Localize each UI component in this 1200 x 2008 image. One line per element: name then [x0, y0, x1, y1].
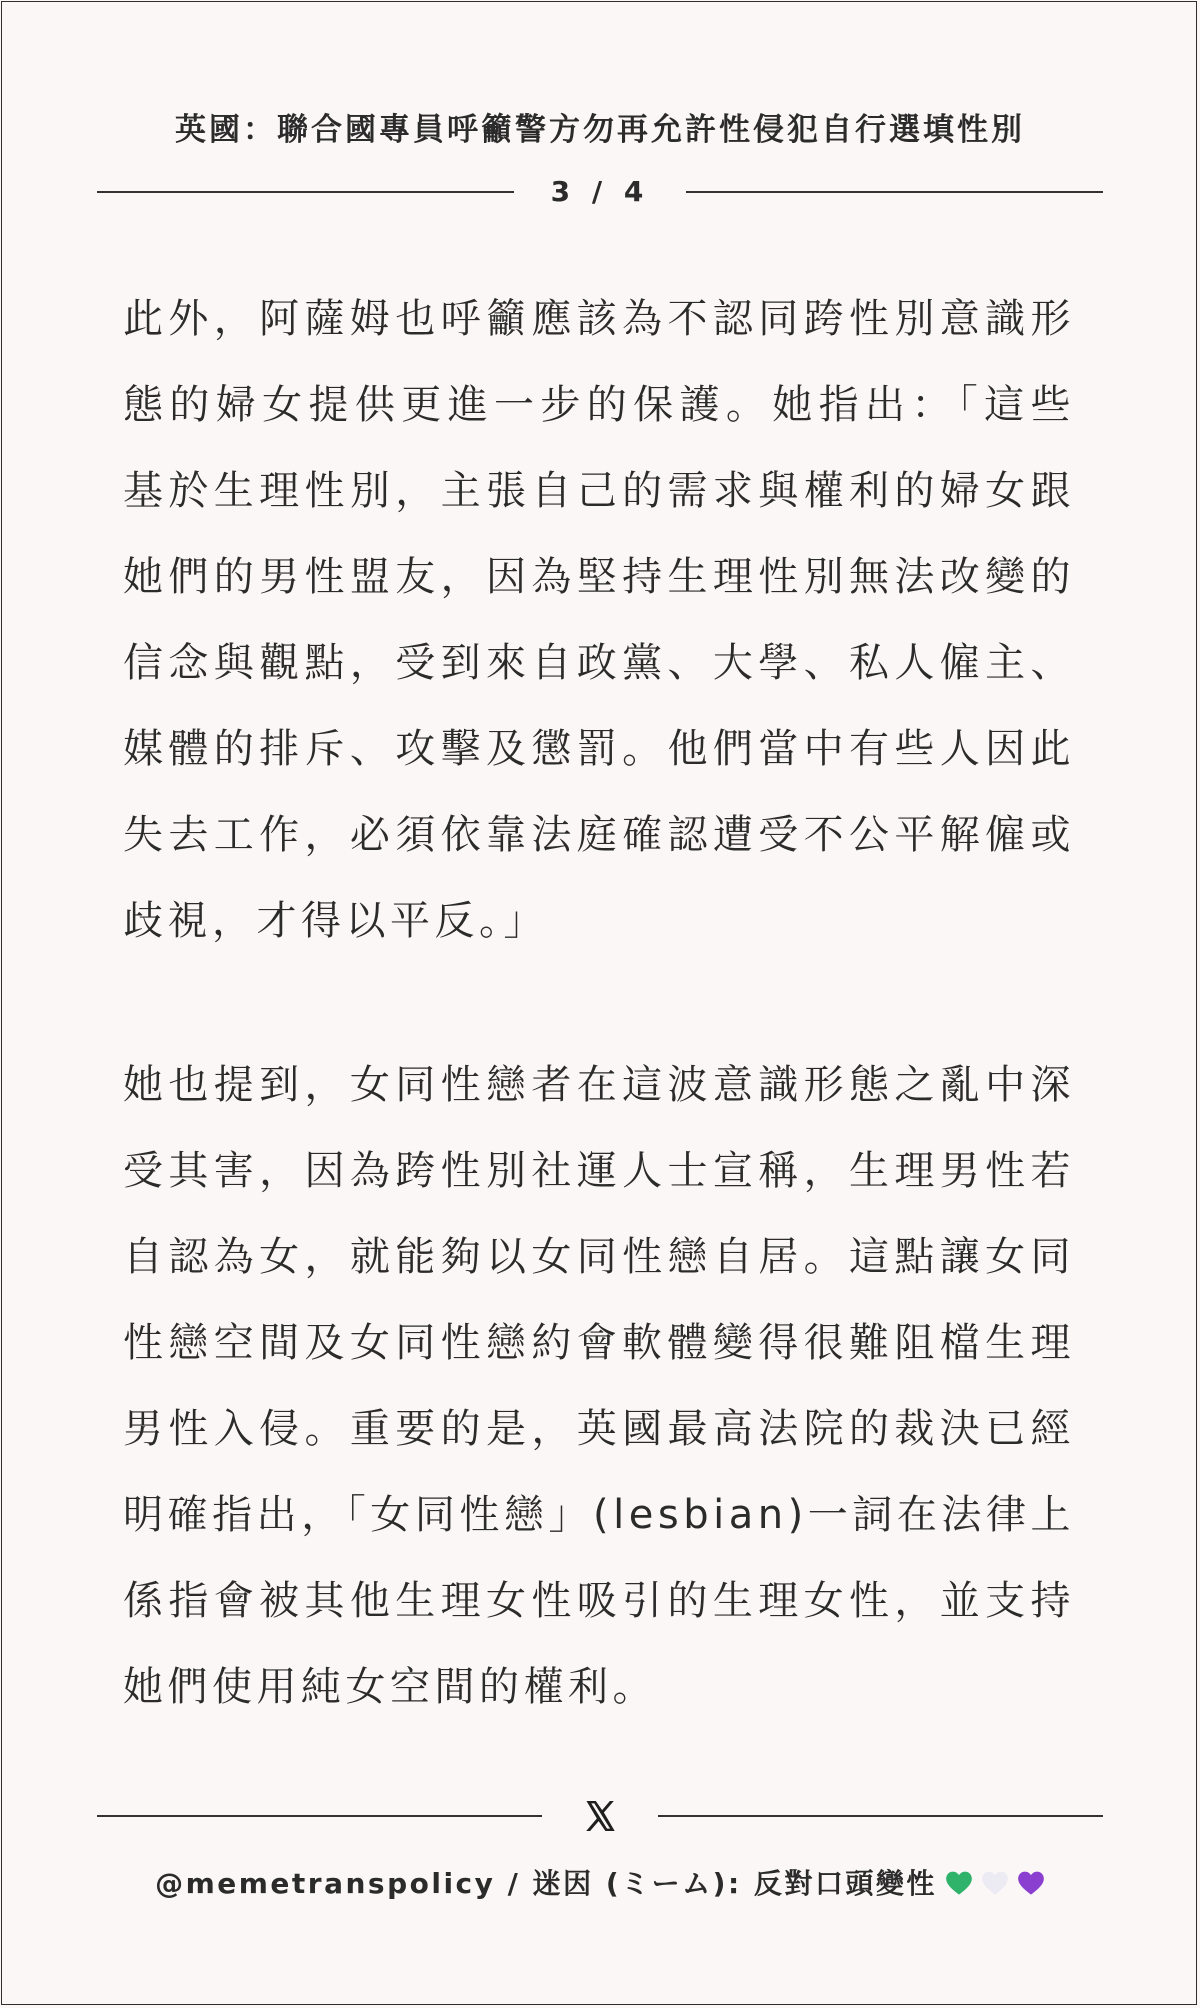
- pager-divider: [97, 172, 1103, 212]
- paragraph-1: 此外，阿薩姆也呼籲應該為不認同跨性別意識形態的婦女提供更進一步的保護。她指出：「這些基於生理性別，主張自己的需求與權利的婦女跟她們的男性盟友，因為堅持生理性別無法改變的信念與觀點，受到來自政黨、大學、私人僱主、媒體的排斥、攻擊及懲罰。他們當中有些人因此失去工作，必須依靠法庭確認遭受不公平解僱或歧視，才得以平反。」: [123, 296, 1075, 944]
- account-handle: @memetranspolicy / 迷因 (ミーム): 反對口頭變性: [155, 1867, 937, 1900]
- green-heart-icon: [945, 1870, 973, 1896]
- x-logo-icon: [582, 1798, 618, 1834]
- footer-divider: [97, 1796, 1103, 1836]
- white-heart-icon: [981, 1870, 1009, 1896]
- footer-line-left: [97, 1815, 542, 1817]
- page-indicator: 3 / 4: [550, 175, 650, 208]
- footer-line-right: [658, 1815, 1103, 1817]
- purple-heart-icon: [1017, 1870, 1045, 1896]
- footer-credit: [0, 1862, 1200, 1902]
- paragraph-2: 她也提到，女同性戀者在這波意識形態之亂中深受其害，因為跨性別社運人士宣稱，生理男性若自認為女，就能夠以女同性戀自居。這點讓女同性戀空間及女同性戀約會軟體變得很難阻檔生理男性入侵。重要的是，英國最高法院的裁決已經明確指出，「女同性戀」(lesbian)一詞在法律上係指會被其他生理女性吸引的生理女性，並支持她們使用純女空間的權利。: [123, 1062, 1075, 1710]
- article-body: [123, 276, 1075, 1730]
- divider-line-left: [97, 191, 514, 193]
- divider-line-right: [686, 191, 1103, 193]
- page-title: 英國：聯合國專員呼籲警方勿再允許性侵犯自行選填性別: [175, 112, 1025, 148]
